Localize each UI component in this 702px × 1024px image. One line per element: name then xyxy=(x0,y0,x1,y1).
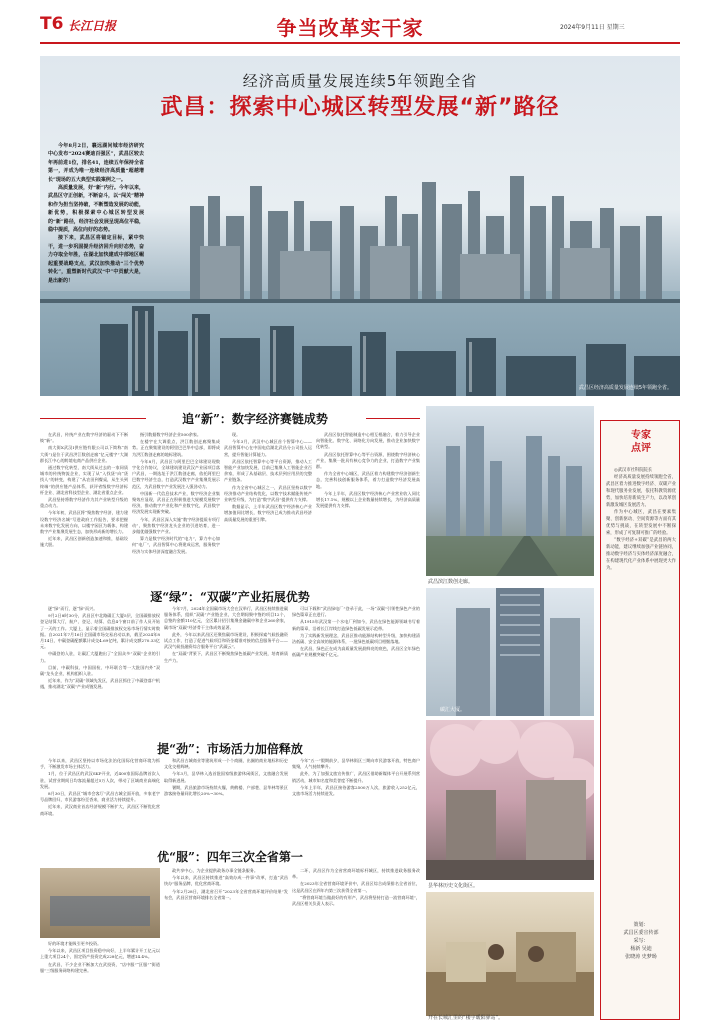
section-1-column-1 xyxy=(40,432,128,584)
header-rule xyxy=(40,42,680,44)
paragraph: 8月30日，武昌区“城市会客厅”武昌古城全面开放，多家老字号品牌回归，市民游客纷至沓来，商业活力持续提升。 xyxy=(40,791,160,803)
paragraph: 在“双碳”背景下，武昌区不断聚焦绿色低碳产业发展，培育新质生产力。 xyxy=(164,651,288,663)
hero-caption: 武昌区经济高质量发展连续5年领跑全省。 xyxy=(578,385,672,391)
paragraph: 好的环境才能吸引更多投资。 xyxy=(48,941,102,946)
paragraph: ◎武汉市社科院院长 xyxy=(614,468,653,473)
section-1-column-3 xyxy=(224,432,312,584)
section-2-title: 逐“绿”：“双碳”产业拓展优势 xyxy=(150,590,310,604)
credit-line: 杨新 吴迪 xyxy=(630,946,652,952)
section-rule-right xyxy=(366,418,420,419)
main-headline: 武昌：探索中心城区转型发展“新”路径 xyxy=(160,95,560,120)
paragraph: 二环，武昌区作为全省营商环境标杆城区，持续推进政务服务改革。 xyxy=(292,868,420,880)
paragraph: 逐“绿”而行，逐“绿”而兴。 xyxy=(48,606,98,611)
lead-paragraph-2: 高质量发展，好“新”内行。今年以来，武昌区守正创新，不断奋斗，以“闯关”精神和作为担当坚持破，不断塑造发展的动能，新优势，积极探索中心城区转型发展的“新”路径，经济社会发展呈现高位平稳，稳中提质，高位向好的态势。 xyxy=(48,185,144,234)
paragraph: 在2023年全省营商环境评价中，武昌区综合成绩排名全省首位，这是武昌区在四年内第三次获得全省第一。 xyxy=(292,881,420,893)
paragraph: 武昌区依托智算中心等平台资源，围绕数字经济核心产业，集聚一批具有核心竞争力的企业，打造数字产业集群。 xyxy=(316,451,420,470)
section-3-column-3 xyxy=(292,758,420,844)
paragraph: 数据显示，上半年武昌区数字经济核心产业增加值同比增长，数字经济已成为推动武昌经济高质量发展的重要引擎。 xyxy=(224,504,312,522)
paragraph: 近年来，作为“双碳”领域先发区，武昌区抓住了中碳登落户机遇，推动湖北“双碳”产业成链发展。 xyxy=(40,678,160,690)
page-header xyxy=(0,0,702,44)
paragraph: 算力是数字经济时代的“电力”，算力中心如何“电厂”，武昌智算中心将建成运营，服务数字经济与实体经济深度融合发展。 xyxy=(132,536,220,554)
credit-line: 采写： xyxy=(633,938,649,944)
paragraph: 在武昌，不少企业不断加大在武投资，“店中服”“区服”“街道服”三级服务网络构建完善。 xyxy=(40,961,160,973)
expert-title-line-2: 点评 xyxy=(631,443,651,454)
paragraph: 今年2月28日，湖北省召开“2023年全省营商环境评价结果”发布会，武昌区营商环境排名全省第一。 xyxy=(164,888,288,900)
paragraph: 今年以来，武昌区持续推进“高效办成一件事”改革，打造“武昌快办”服务品牌，优化营商环境。 xyxy=(164,875,288,887)
photo-caption-3: 昙华林历史文化街区。 xyxy=(428,883,479,889)
section-4-column-3 xyxy=(292,868,420,1018)
expert-comment-title xyxy=(609,429,673,455)
section-3-column-2 xyxy=(164,758,288,844)
paragraph: 为了实践新发展理念，武昌区推动能源结构转型升级，加快构建清洁低碳、安全高效的能源体系，一批绿色低碳项目相继落地。 xyxy=(292,632,420,645)
street-illustration xyxy=(426,720,594,880)
lead-paragraph-1: 今年8月2日，襄远湖问城市经济研究中心发布“2024赛迪百强区”，武昌区较去年再前进1位，排名41，连续五年保持全省第一，并成为唯一连续经济高质量“超越增长”现场的五大典型实践案例之一。 xyxy=(48,143,144,183)
section-1-title: 追“新”：数字经济赛链成势 xyxy=(182,412,328,426)
paragraph: 9月2日8时30分，武昌区中北路碳汇大厦5层，全国碳排放权登记结算大厅，航户、登记、结算、信息4个窗口前了作人员开始了一天的工作。大厦上，显示着全国碳排放权交易市场行情实时数据。自2021年7月16日全国碳市场交易启动以来，截至2024年8月14日，中碳登碳配额累计成交4.69亿吨，累计成交额270.33亿元。 xyxy=(40,613,160,650)
paragraph: 今年上半年，武昌区数字经济核心产业营业收入同比增长17.1%，规模以上企业数量持续增长，为经济高质量发展提供有力支撑。 xyxy=(316,490,420,509)
expert-comment-text xyxy=(606,467,676,907)
paragraph: 通过数字化转型，南大街从过去的一家同质城市的传统物流企业，实现了从“入找货”向“货找人”的转变，构建了“从农田到餐桌，从生头到终端”的供应链产品体系，获评省级数字经济标杆企业、湖北省科技型企业、湖北省重点企业。 xyxy=(40,465,128,495)
paragraph: 作为中心城区，武昌在要素集聚、创新驱动、空间资源等方面有其优势与挑战，在转型发展中不断探索，形成了可复制可推广的经验。 xyxy=(606,510,676,536)
credit-line: 张晓涛 史梦旸 xyxy=(625,954,657,960)
paragraph: 今年以来，武昌区坚持以市场化法治化国际化营商环境为抓手，不断激发市场主体活力。 xyxy=(40,758,160,770)
photo-carbon-building xyxy=(426,588,594,716)
page-number: T6 xyxy=(40,14,64,34)
photo-riverside-corridor xyxy=(426,406,594,576)
paragraph: 近年来，武昌区创新创造加速和推，基础设施大胆。 xyxy=(40,536,128,548)
expert-title-line-1: 专家 xyxy=(631,430,651,441)
credit-line: 武昌区委宣传部 xyxy=(623,930,659,936)
newspaper-name: 长江日报 xyxy=(68,19,117,33)
paragraph: 在武昌，绿色正在成为高质量发展最鲜亮的底色，武昌区全年绿色低碳产业规模突破千亿元。 xyxy=(292,646,420,658)
paragraph: 武昌坚持将数字经济作为其产业转型升级的重点动力。 xyxy=(40,497,128,509)
paragraph: 在楼宇在大调重点，洪江数创走廊聚集成势。正在聚集建设的阿里巴巴华中总部，即将成为洪江数创走廊的地标建筑。 xyxy=(132,439,220,457)
section-2-column-1 xyxy=(40,606,160,736)
paragraph: 暑期，武昌旅游市场持续火爆，黄鹤楼、户部巷、昙华林等景区游客接待量同比增长20%~30%。 xyxy=(164,784,288,797)
paragraph: 南大街X武汉I供应链有限公司以下简称“南大街”)是位于武昌洪江数创走廊“亿元楼宇”大湖群长江中心的跨境电商产品供应企业。 xyxy=(40,445,128,463)
issue-date: 2024年9月11日 星期三 xyxy=(560,24,625,31)
building-illustration xyxy=(426,588,594,716)
interior-illustration xyxy=(426,892,594,1016)
paragraph: 此外，今年以来武昌区还聚焦碳市场建设，积极探索气候投融资试点工作，打造了促进气候项目和资金精准对接的信息服务平台——武汉气候投融资综合服务平台“武碳云”。 xyxy=(164,631,288,650)
paragraph: 作为全省中心城区，武昌区着力构建数字经济创新生态，完善科技创新服务体系，着力打造数字经济发展高地。 xyxy=(316,471,420,489)
paragraph: 现。 xyxy=(232,432,241,437)
section-3-column-1 xyxy=(40,758,160,844)
photo-caption-1: 武昌滨江数创走廊。 xyxy=(428,579,474,585)
section-4-title: 优“服”：四年三次全省第一 xyxy=(157,850,303,864)
section-4-column-1 xyxy=(40,868,160,1018)
section-title: 争当改革实干家 xyxy=(276,16,424,40)
section-2-column-2 xyxy=(164,606,288,736)
section-1-column-4 xyxy=(316,432,420,584)
section-4-column-2 xyxy=(164,868,288,1018)
section-1-column-2 xyxy=(132,432,220,584)
paragraph: “数字经济+双碳”是武昌的两大新动能，建议继续加强产业链协同，推动数字经济与实体经济深度融合，在构建现代化产业体系中展现更大作为。 xyxy=(606,538,676,571)
paragraph: 1月，位于武昌区的武汉SKP开业，近400家国际品牌首次入驻，试营业期间日均客流量超过5万人次，带动了区域商业高端化发展。 xyxy=(40,771,160,789)
expert-comment-box xyxy=(600,420,680,1020)
paragraph: 近年来，武汉商业首店经济规模不断扩大，武昌区不断优化营商环境。 xyxy=(40,804,160,816)
classroom-photo xyxy=(40,868,160,938)
photo-tanhualin-street xyxy=(426,720,594,880)
paragraph: 政共享中心，为企业提供政务办事全链条服务。 xyxy=(172,868,258,873)
credit-line: 策划： xyxy=(633,922,649,928)
paragraph: 从1915年武汉第一个水电厂到如今，武昌在绿色能源领域书写着新的篇章，沿着长江岸线打造绿色低碳发展示范带。 xyxy=(292,619,420,631)
paragraph: 今年以来，武昌区项目投资稳中向好，上半年累计开工亿元以上重大项目24个，固定资产投资完成228亿元，增速14.4%。 xyxy=(40,948,160,960)
paragraph: 今年“五一”假期前夕，昙华林街区三期向市民游客开放，特色商户集聚，人气持续攀升。 xyxy=(292,758,420,770)
paragraph: 今年年初，武昌区将“聚焦数字经济，建力建设数字经济名城”写进政府工作报告，要求把握未来数字化发展方向，以楼宇园区为载体，构建数字产业集聚发展生态，加快形成新的增长力。 xyxy=(40,510,128,535)
paragraph: 此外，为了加强文旅宣传推广，武昌区借助新媒体平台开展系列营销活动，城市知名度和美誉度不断提升。 xyxy=(292,771,420,783)
paragraph: 经济高质量发展持续领跑全省，武昌区着力推进数字经济、双碳产业和现代服务业发展，依托科教资源优势，加快培育新质生产力，以改革创新激发城区发展活力。 xyxy=(606,475,676,508)
paragraph: 作为全省中心城区之一，武昌区坚持以数字经济推动产业结构优化，以数字技术赋能传统产业转型升级，为打造“数字武昌”提供有力支撑。 xyxy=(224,484,312,503)
paragraph: 今年3月，武汉中心城区首个智算中心——武昌智算中心在中国电信湖北武昌分公司投入运营，提升智能计算能力。 xyxy=(224,439,312,457)
lead-paragraph-3: 接下来，武昌区将锚定目标，紧中快干，进一步巩固提升经济回升向好态势，奋力夺取全年胜，在湖北加快建成中部地区崛起重要战略支点，武汉加快推动“三个优势转化”，重塑新时代武汉“中”中贡献大是，是出新的！ xyxy=(48,235,144,284)
section-3-title: 提“劲”：市场活力加倍释放 xyxy=(157,742,303,756)
paragraph: 今年3月，昙华林入选首批国家级旅游休闲街区，文旅融合发展取得新进展。 xyxy=(164,771,288,783)
paragraph: 中国新一代信息技术产业，数字经济企业集聚效应显现，武昌正在积极推进大规模发展数字经济，推动数字产业化和产业数字化，武昌数字经济发展实现新突破。 xyxy=(132,490,220,515)
photo-caption-2: 碳汇大厦。 xyxy=(440,707,466,713)
paragraph: 可以下载和“武昌绿电厂”登录于此，一场“双碳”引领性绿色产业的绿色篇章正在进行。 xyxy=(292,606,420,618)
paragraph: “将营商环境当做最好的有形产，武昌将坚持打造一流营商环境”，武昌区相关负责人表示。 xyxy=(292,894,420,907)
towers-illustration xyxy=(426,406,594,576)
section-rule-left xyxy=(40,418,146,419)
photo-caption-4: 开在长城汇里的“楼宇暖阳驿站”。 xyxy=(428,1015,504,1021)
lead-paragraph xyxy=(48,142,144,366)
section-2-column-3 xyxy=(292,606,420,736)
paragraph: 和武昌古城商业等建筑形成一个个商圈，出圈的商业地标和历史文化交相辉映。 xyxy=(164,758,288,770)
paragraph: 武昌区依托智能制造中心相互相融合，着力引导企业向智能化、数字化、网络化方向发展，推动企业加快数字化转型。 xyxy=(316,432,420,450)
credits xyxy=(606,921,676,961)
paragraph: 目前，中碳科技、中国国检、中环联合等一大批国内外“双碳”龙头企业，机构组织入驻。 xyxy=(40,664,160,677)
paragraph: 在武昌，传统产业在数字经济的驱动下不断焕“新”。 xyxy=(40,432,128,444)
kicker-headline: 经济高质量发展连续5年领跑全省 xyxy=(242,72,478,90)
paragraph: 中碳登的入驻，让碳汇大厦跑出了“全国众多”双碳”企业的引力。 xyxy=(40,651,160,663)
paragraph: 指引数据数字经济企业500余家。 xyxy=(140,432,202,437)
paragraph: 今年，武昌区深入实施“数字经济提质专项行动”，聚焦数字经济龙头企业的引进培育，进一步做优做强数字产业。 xyxy=(132,516,220,535)
paragraph: 今年上半年，武昌区接待游客2500万人次，旅游收入252亿元，文旅市场活力持续迸发。 xyxy=(292,784,420,797)
paragraph: 今年8月，武昌区与阿里巴巴全球建设现数字化合作协议，全球建筑建设武汉产业园项目落户武昌，一期选址于洪江数创走廊，依托阿里巴巴数字经济生态，打造武汉数字产业集聚发展示范区，为武昌数字产业发展注入强劲动力。 xyxy=(132,458,220,489)
photo-warm-station xyxy=(426,892,594,1016)
paragraph: 武昌区依托智算中心等平台资源，推动人工智能产业加快发展，目前已集聚人工智能企业百余家，形成了从基础层、技术层到应用层的完整产业链条。 xyxy=(224,458,312,483)
paragraph: 今年7月，2024年全国碳市场大会在汉举行，武昌区持续推进碳服务体系，组织“双碳”产业链企业，大会期间聚中签约项目12个，总签约金额110亿元，全区累计招引集聚金融碳中和企业260余家，碳市场“双碳”经济骨干主体成效显著。 xyxy=(164,606,288,630)
